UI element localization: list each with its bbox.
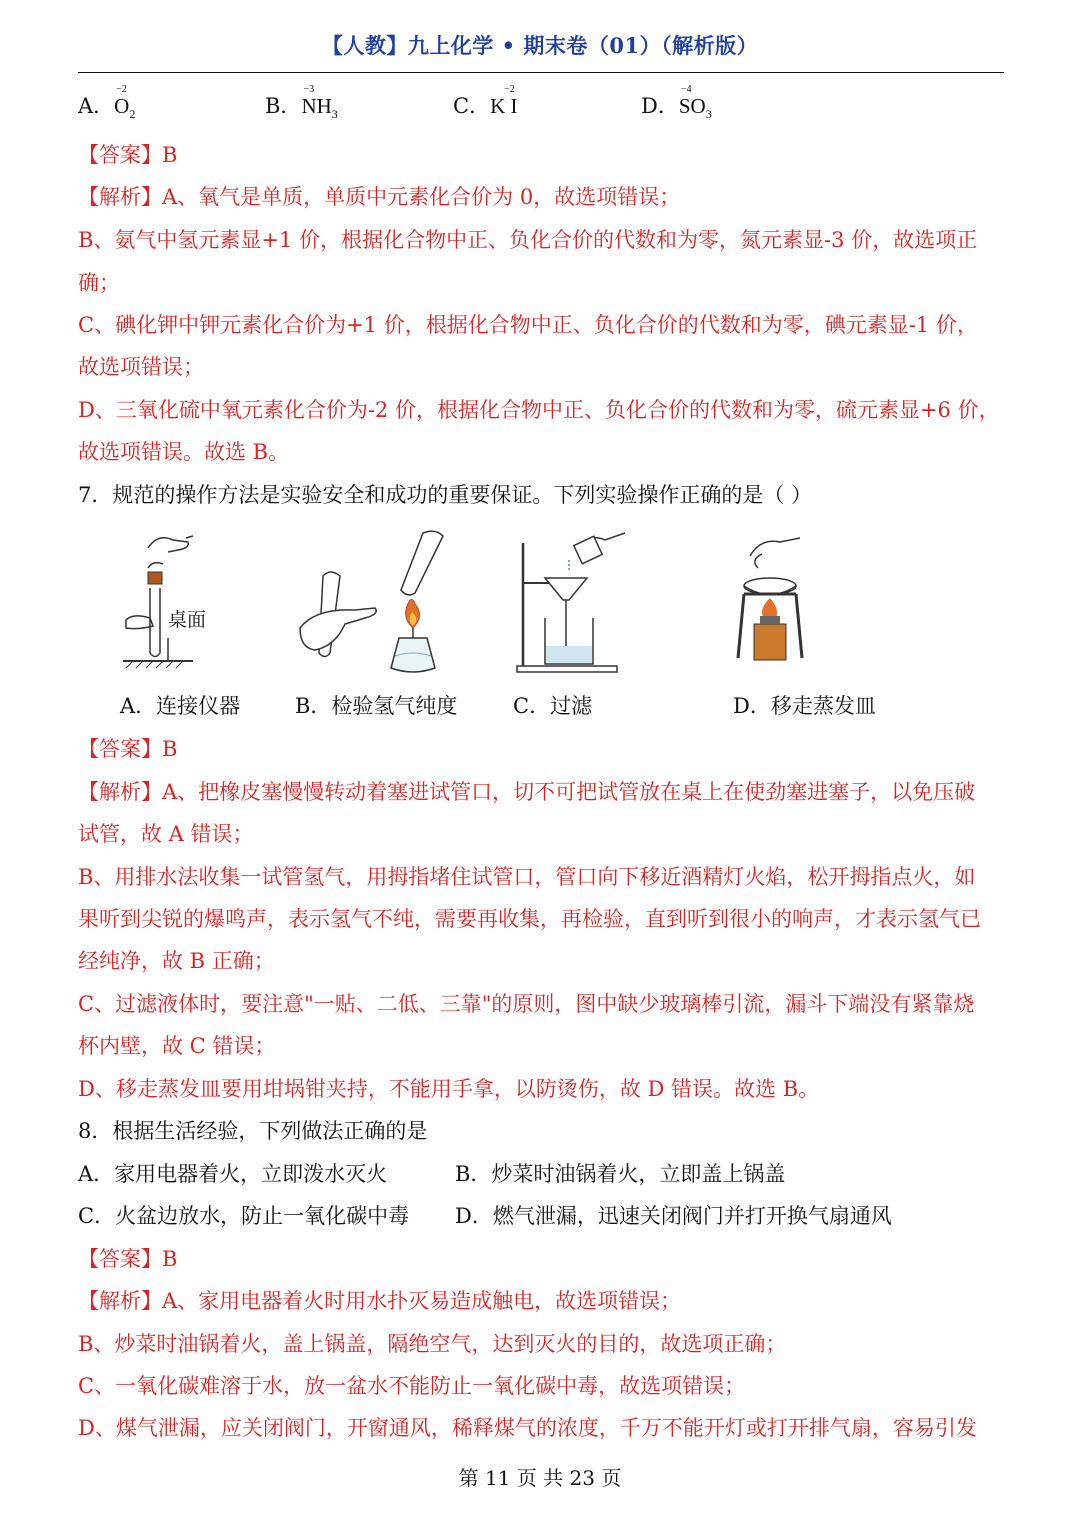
- analysis-text: A、家用电器着火时用水扑灭易造成触电，故选项错误；: [162, 1289, 682, 1313]
- desk-label: 桌面: [168, 609, 207, 631]
- q8-stem: 8．根据生活经验，下列做法正确的是: [78, 1119, 428, 1143]
- q8-option-d: D．燃气泄漏，迅速关闭阀门并打开换气扇通风: [455, 1204, 892, 1228]
- q7-analysis-line: 果听到尖锐的爆鸣声，表示氢气不纯，需要再收集，再检验，直到听到很小的响声，才表示氢气已: [78, 907, 981, 931]
- figure-a-connecting-apparatus: [118, 528, 218, 673]
- formula: O: [114, 94, 130, 118]
- figure-label-c: C．过滤: [513, 694, 593, 718]
- q8-analysis-line: B、炒菜时油锅着火，盖上锅盖，隔绝空气，达到灭火的目的，故选项正确；: [78, 1332, 787, 1356]
- q7-analysis-line: B、用排水法收集一试管氢气，用拇指堵住试管口，管口向下移近酒精灯火焰，松开拇指点火，如: [78, 865, 976, 889]
- q7-answer: 【答案】B: [78, 737, 178, 761]
- q8-option-b: B．炒菜时油锅着火，立即盖上锅盖: [455, 1162, 786, 1186]
- q7-analysis-line: [78, 777, 975, 807]
- q6-option-c: [453, 84, 518, 122]
- subscript: 2: [129, 107, 136, 122]
- q6-option-d: [641, 84, 712, 122]
- option-letter: B．: [265, 94, 302, 118]
- q7-analysis-line: C、过滤液体时，要注意"一贴、二低、三靠"的原则，图中缺少玻璃棒引流，漏斗下端没有紧靠烧: [78, 992, 975, 1016]
- analysis-label: 【解析】: [78, 185, 162, 209]
- formula: SO: [678, 94, 706, 118]
- header-divider: [78, 72, 1004, 73]
- option-letter: C．: [453, 94, 491, 118]
- q6-answer: 【答案】B: [78, 143, 178, 167]
- analysis-text: A、氧气是单质，单质中元素化合价为 0，故选项错误；: [162, 185, 681, 209]
- option-letter: A．: [78, 94, 115, 118]
- q6-analysis-line: [78, 182, 680, 212]
- q6-analysis-line: D、三氧化硫中氧元素化合价为-2 价，根据化合物中正、负化合价的代数和为零，硫元素显+6 价，: [78, 398, 1000, 422]
- formula: K I: [490, 94, 518, 118]
- q8-option-a: A．家用电器着火，立即泼水灭火: [78, 1162, 388, 1186]
- q6-analysis-line: B、氨气中氢元素显+1 价，根据化合物中正、负化合价的代数和为零，氮元素显-3 价，故选项正: [78, 228, 978, 252]
- q6-option-a: [78, 84, 136, 122]
- valence-mark: −4: [680, 84, 692, 95]
- q8-analysis-line: [78, 1286, 681, 1316]
- analysis-label: 【解析】: [78, 780, 162, 804]
- subscript: 3: [331, 107, 338, 122]
- q7-analysis-line: 杯内壁，故 C 错误；: [78, 1034, 276, 1058]
- q6-analysis-line: C、碘化钾中钾元素化合价为+1 价，根据化合物中正、负化合价的代数和为零，碘元素显-1 价，: [78, 313, 978, 337]
- q6-analysis-line: 故选项错误。故选 B。: [78, 440, 290, 464]
- option-letter: D．: [641, 94, 679, 118]
- figure-label-d: D．移走蒸发皿: [733, 694, 876, 718]
- page-header-title: 【人教】九上化学 • 期末卷（01）（解析版）: [321, 33, 759, 58]
- q8-analysis-line: D、煤气泄漏，应关闭阀门，开窗通风，稀释煤气的浓度，千万不能开灯或打开排气扇，容易引发: [78, 1416, 977, 1440]
- subscript: 3: [705, 107, 712, 122]
- figure-d-moving-evaporating-dish: [730, 528, 820, 668]
- figure-c-filtration: [515, 528, 635, 678]
- valence-mark: −2: [504, 84, 515, 95]
- valence-mark: −2: [116, 84, 127, 95]
- page-footer: 第 11 页 共 23 页: [458, 1466, 622, 1490]
- q7-stem: 7．规范的操作方法是实验安全和成功的重要保证。下列实验操作正确的是（ ）: [78, 483, 813, 507]
- q7-analysis-line: 经纯净，故 B 正确；: [78, 949, 275, 973]
- figure-label-a: A．连接仪器: [120, 694, 241, 718]
- q7-analysis-line: D、移走蒸发皿要用坩埚钳夹持，不能用手拿，以防烫伤，故 D 错误。故选 B。: [78, 1077, 820, 1101]
- q6-option-b: [265, 84, 338, 122]
- figure-label-b: B．检验氢气纯度: [295, 694, 458, 718]
- valence-mark: −3: [303, 84, 315, 95]
- q6-analysis-line: 故选项错误；: [78, 355, 204, 379]
- formula: NH: [301, 94, 332, 118]
- figure-b-hydrogen-purity-test: [295, 528, 465, 678]
- q8-option-c: C．火盆边放水，防止一氧化碳中毒: [78, 1204, 410, 1228]
- analysis-text: A、把橡皮塞慢慢转动着塞进试管口，切不可把试管放在桌上在使劲塞进塞子，以免压破: [162, 780, 976, 804]
- q6-analysis-line: 确；: [78, 271, 120, 295]
- analysis-label: 【解析】: [78, 1289, 162, 1313]
- q8-analysis-line: C、一氧化碳难溶于水，放一盆水不能防止一氧化碳中毒，故选项错误；: [78, 1374, 746, 1398]
- q8-answer: 【答案】B: [78, 1247, 178, 1271]
- q7-analysis-line: 试管，故 A 错误；: [78, 822, 254, 846]
